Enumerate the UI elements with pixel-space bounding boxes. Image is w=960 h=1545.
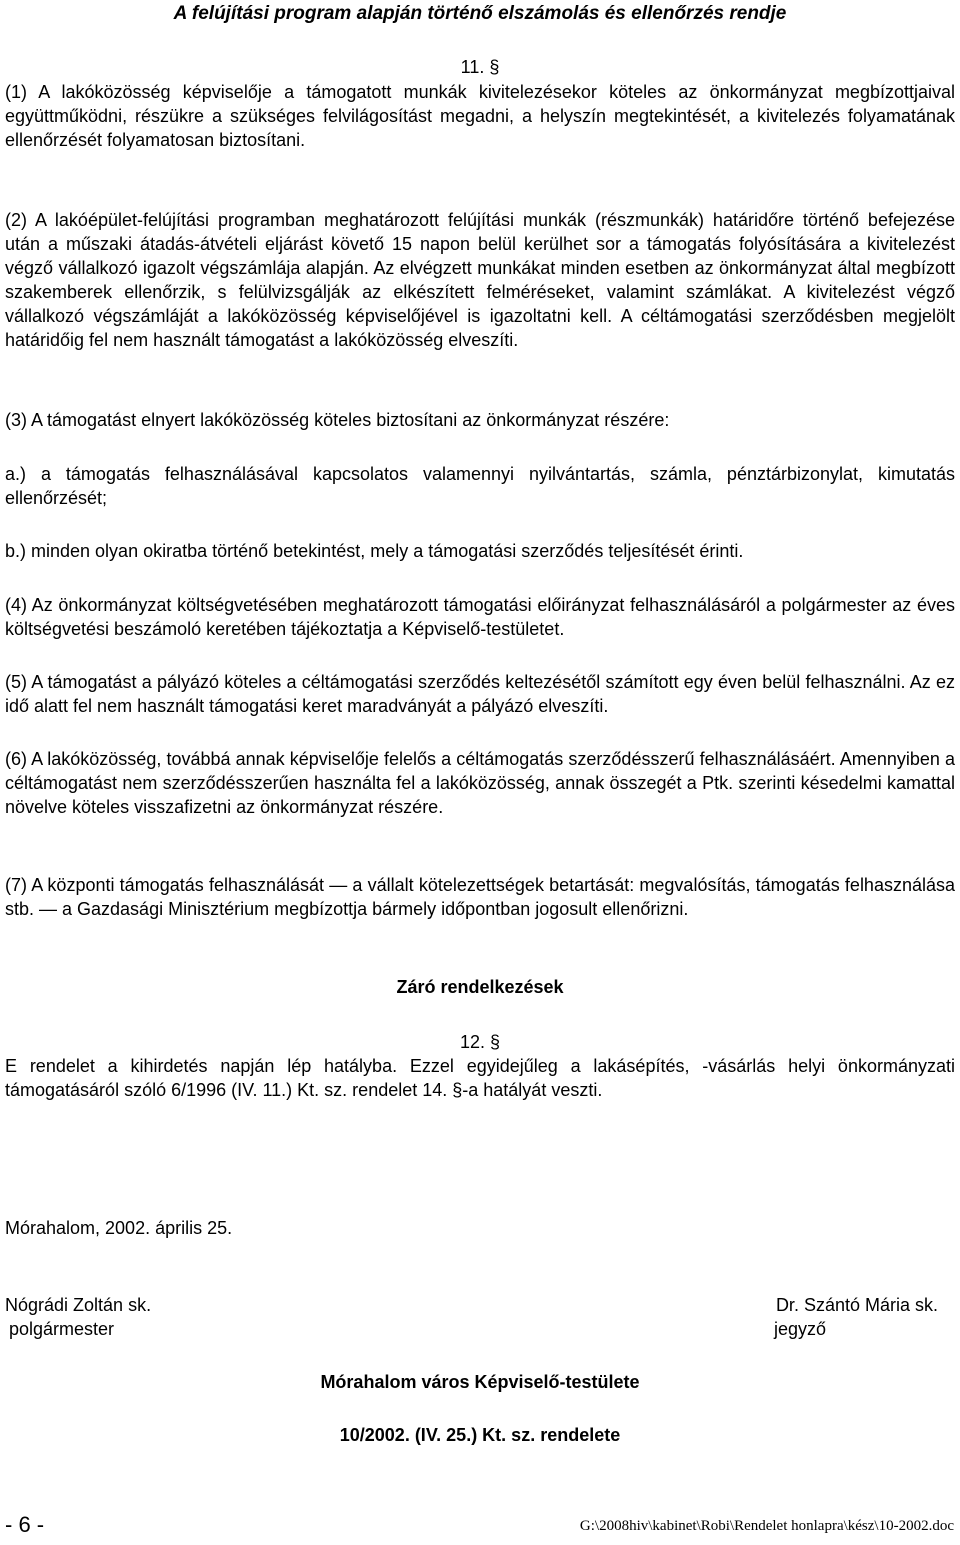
paragraph-3a-text: a.) a támogatás felhasználásával kapcsolatos valamennyi nyilvántartás, számla, pénztárbizonylat, kimutatás ellenőrzését; <box>5 464 955 508</box>
paragraph-1 <box>5 80 955 152</box>
paragraph-7 <box>5 873 955 921</box>
footer-file-path: G:\2008hiv\kabinet\Robi\Rendelet honlapra\kész\10-2002.doc <box>579 1518 954 1534</box>
signature-right-title: jegyző <box>773 1319 826 1339</box>
paragraph-3b-text: b.) minden olyan okiratba történő betekintést, mely a támogatási szerződés teljesítését érinti. <box>5 541 744 561</box>
footer-page-number: - 6 - <box>5 1512 45 1537</box>
paragraph-2 <box>5 208 955 352</box>
paragraph-6 <box>5 747 955 819</box>
issuer-decree: 10/2002. (IV. 25.) Kt. sz. rendelete <box>339 1425 621 1445</box>
paragraph-3 <box>5 408 955 432</box>
signature-left-title: polgármester <box>9 1319 115 1339</box>
paragraph-7-text: (7) A központi támogatás felhasználását — a vállalt kötelezettségek betartását: megvalósítás, támogatás felhasználása stb. — a Gazdasági Minisztérium megbízottja bármely időpontban jogosult ellenőrizni. <box>5 875 955 919</box>
paragraph-3b <box>5 539 955 563</box>
paragraph-1-text: (1) A lakóközösség képviselője a támogatott munkák kivitelezésekor köteles az önkormányzat megbízottjaival együttműködni, részükre a szükséges felvilágosítást megadni, a helyszín megtekintését, a kivitelezés folyamatának ellenőrzését folyamatosan biztosítani. <box>5 82 955 150</box>
closing-text <box>5 1054 955 1102</box>
section-11-label: 11. § <box>460 57 500 77</box>
closing-text-body: E rendelet a kihirdetés napján lép hatályba. Ezzel egyidejűleg a lakásépítés, -vásárlás helyi önkormányzati támogatásáról szóló 6/1996 (IV. 11.) Kt. sz. rendelet 14. §-a hatályát veszti. <box>5 1056 955 1100</box>
paragraph-5 <box>5 670 955 718</box>
paragraph-5-text: (5) A támogatást a pályázó köteles a céltámogatási szerződés keltezésétől számított egy éven belül felhasználni. Az ez idő alatt fel nem használt támogatási keret maradványát a pályázó elveszíti. <box>5 672 955 716</box>
issuer-body: Mórahalom város Képviselő-testülete <box>320 1372 640 1392</box>
paragraph-4 <box>5 593 955 641</box>
place-and-date: Mórahalom, 2002. április 25. <box>5 1218 233 1238</box>
paragraph-3-text: (3) A támogatást elnyert lakóközösség köteles biztosítani az önkormányzat részére: <box>5 410 670 430</box>
paragraph-4-text: (4) Az önkormányzat költségvetésében meghatározott támogatási előirányzat felhasználásáról a polgármester az éves költségvetési beszámoló keretében tájékoztatja a Képviselő-testületet. <box>5 595 955 639</box>
section-12-label: 12. § <box>459 1032 501 1052</box>
signature-left-name: Nógrádi Zoltán sk. <box>5 1295 152 1315</box>
paragraph-2-text: (2) A lakóépület-felújítási programban meghatározott felújítási munkák (részmunkák) határidőre történő befejezése után a műszaki átadás-átvételi eljárást követő 15 napon belül kerülhet sor a támogatás folyósítására a kivitelezést végző vállalkozó igazolt végszámlája alapján. Az elvégzett munkákat minden esetben az önkormányzat által megbízott szakemberek ellenőrzik, s felülvizsgálják az elkészített felméréseket, valamint számlákat. A kivitelezést végző vállalkozó végszámláját a lakóközösség képviselőjével is igazoltatni kell. A céltámogatási szerződésben megjelölt határidőig fel nem használt támogatást a lakóközösség elveszíti. <box>5 210 955 350</box>
paragraph-3a <box>5 462 955 510</box>
document-header-title: A felújítási program alapján történő elszámolás és ellenőrzés rendje <box>173 3 787 24</box>
paragraph-6-text: (6) A lakóközösség, továbbá annak képviselője felelős a céltámogatás szerződésszerű felhasználásáért. Amennyiben a céltámogatást nem szerződésszerűen használta fel a lakóközösség, annak összegét a Ptk. szerinti késedelmi kamattal növelve köteles visszafizetni az önkormányzat részére. <box>5 749 955 817</box>
signature-right-name: Dr. Szántó Mária sk. <box>775 1295 938 1315</box>
closing-provisions-heading: Záró rendelkezések <box>396 977 564 997</box>
